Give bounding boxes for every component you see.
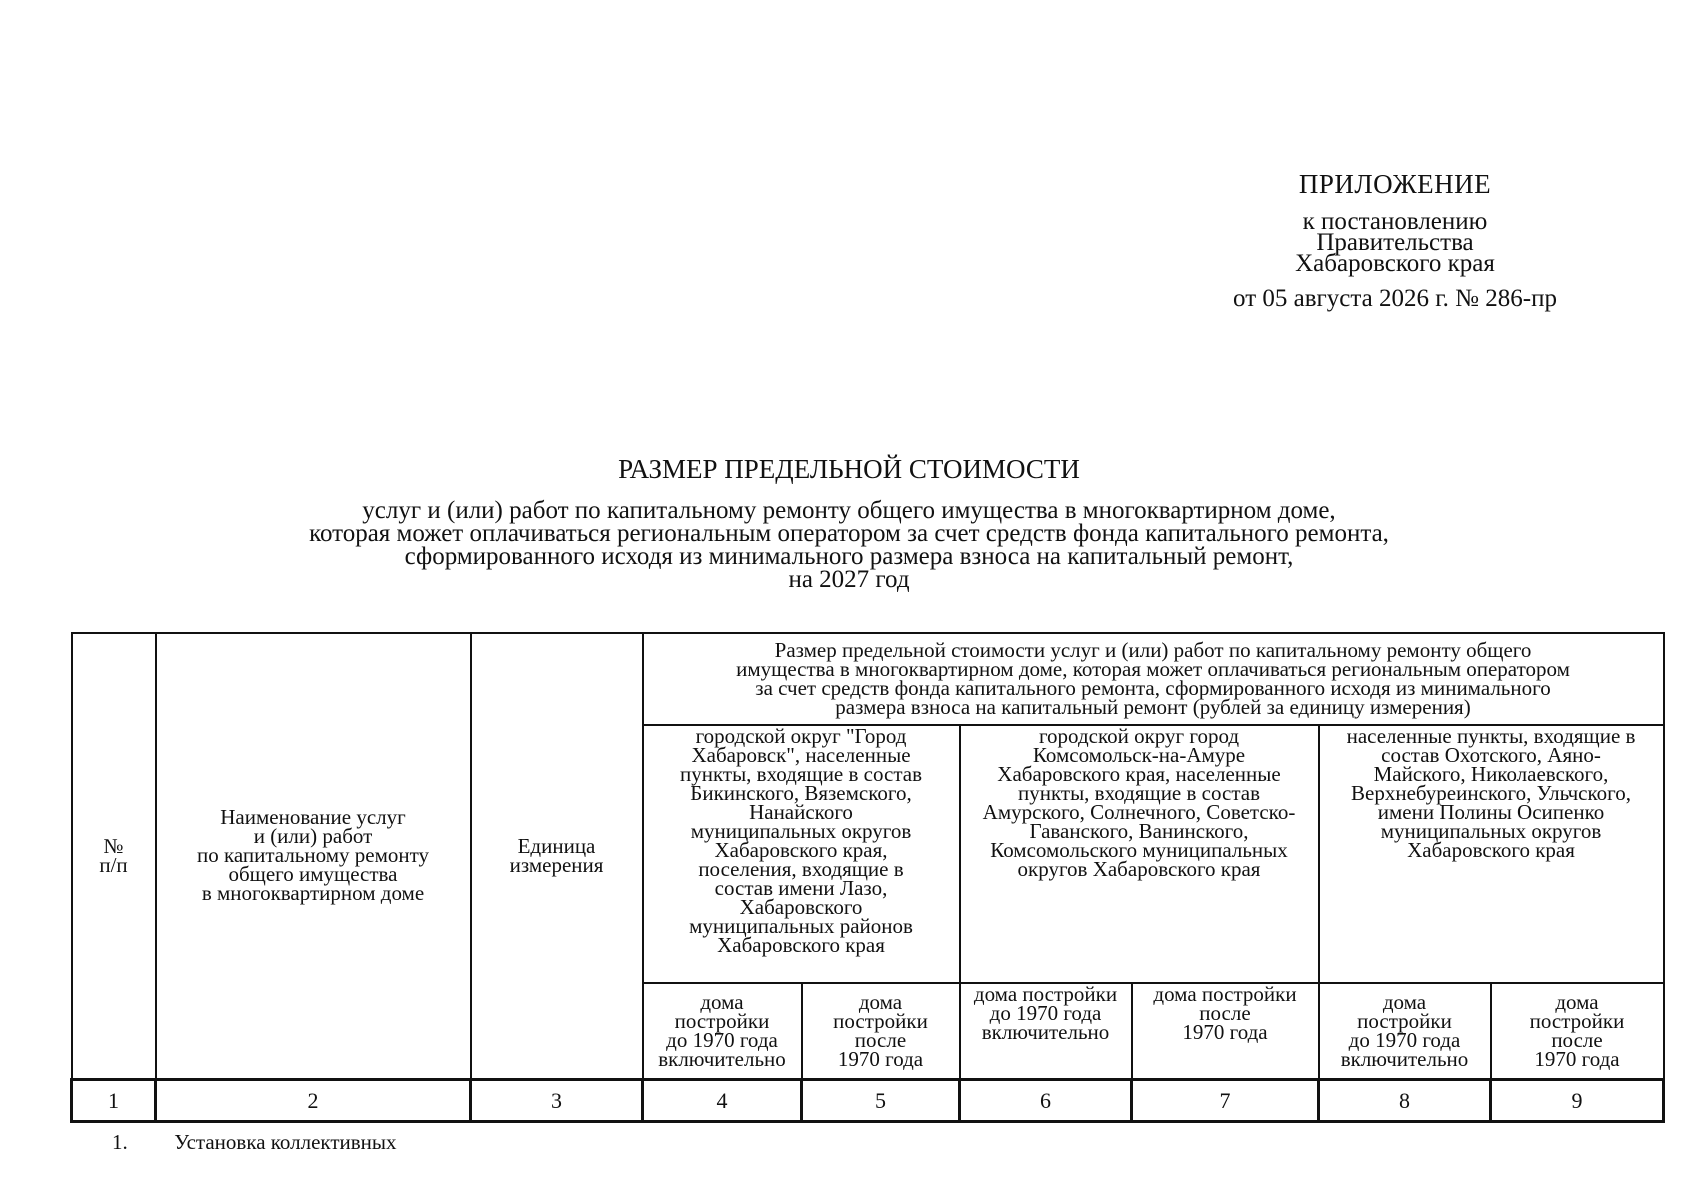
header-subcol-8 [1319, 983, 1491, 1079]
header-line: постройки [674, 1008, 770, 1033]
header-line: Хабаровского края, [714, 838, 888, 862]
header-line: дома постройки [973, 983, 1118, 1006]
header-line: по капитальному ремонту [196, 843, 429, 868]
document-subtitle [0, 499, 1698, 591]
header-region-khabarovsk [643, 725, 960, 983]
header-line: имени Полины Осипенко [1377, 800, 1605, 824]
header-line: Комсомольского муниципальных [990, 838, 1288, 862]
header-line: городской округ город [1038, 725, 1240, 748]
header-line: постройки [833, 1008, 928, 1033]
header-line: дома [700, 989, 744, 1014]
header-line: 1970 года [837, 1046, 924, 1071]
header-line: дома [858, 989, 903, 1014]
header-line: дома [1555, 989, 1599, 1014]
header-line: Нанайского [749, 800, 853, 824]
column-number: 8 [1319, 1079, 1491, 1121]
header-line: Хабаровского края [717, 933, 885, 957]
document-title: РАЗМЕР ПРЕДЕЛЬНОЙ СТОИМОСТИ [618, 454, 1080, 484]
header-line: поселения, входящие в [698, 857, 904, 881]
header-line: дома постройки [1153, 983, 1297, 1006]
header-service-name [156, 633, 471, 1079]
header-line: включительно [981, 1020, 1110, 1044]
header-line: постройки [1357, 1008, 1452, 1033]
header-subcol-6 [960, 983, 1132, 1079]
header-line: после [1551, 1027, 1603, 1052]
header-line: пункты, входящие в состав [1017, 781, 1261, 805]
header-line: Бикинского, Вяземского, [690, 781, 912, 805]
column-number: 5 [802, 1079, 960, 1121]
appendix-line: Правительства [1316, 229, 1474, 256]
header-line: № [103, 833, 124, 858]
header-line: после [854, 1027, 907, 1052]
header-line: Гаванского, Ванинского, [1029, 819, 1249, 843]
header-line: 1970 года [1182, 1020, 1268, 1044]
row-number: 1. [112, 1130, 128, 1154]
appendix-line: Хабаровского края [1295, 250, 1495, 277]
header-line: до 1970 года [989, 1001, 1102, 1025]
header-line: общего имущества [228, 862, 398, 887]
header-line: состав имени Лазо, [714, 876, 888, 900]
column-number: 2 [156, 1079, 471, 1121]
header-line: Наименование услуг [220, 805, 406, 830]
appendix-title: ПРИЛОЖЕНИЕ [1298, 169, 1492, 199]
appendix-date: от 05 августа 2026 г. № 286-пр [1233, 285, 1557, 312]
header-line: состав Охотского, Аяно- [1381, 743, 1601, 767]
header-line: Хабаровского края [1407, 838, 1575, 862]
header-line: Размер предельной стоимости услуг и (или) работ по капитальному ремонту общего [774, 638, 1532, 662]
header-subcol-9 [1491, 983, 1664, 1079]
header-line: постройки [1529, 1008, 1625, 1033]
header-line: Хабаровского [739, 895, 863, 919]
column-number: 4 [643, 1079, 802, 1121]
header-line: и (или) работ [253, 824, 373, 849]
header-line: Хабаровск", населенные [691, 743, 911, 767]
header-line: населенные пункты, входящие в [1346, 725, 1636, 748]
cost-table [70, 632, 1665, 1123]
header-line: дома [1382, 989, 1427, 1014]
column-number: 6 [960, 1079, 1132, 1121]
subtitle-line: услуг и (или) работ по капитальному ремонту общего имущества в многоквартирном доме, [362, 497, 1336, 524]
header-line: за счет средств фонда капитального ремонта, сформированного исходя из минимального [755, 676, 1551, 700]
header-region-komsomolsk [960, 725, 1319, 983]
header-line: имущества в многоквартирном доме, которая может оплачиваться региональным оператором [736, 657, 1570, 681]
header-subcol-7 [1132, 983, 1319, 1079]
subtitle-line: сформированного исходя из минимального размера взноса на капитальный ремонт, [404, 543, 1294, 570]
header-line: Единица [517, 833, 596, 858]
header-line: включительно [658, 1046, 786, 1071]
column-number: 3 [471, 1079, 643, 1121]
appendix-block [1190, 169, 1600, 312]
header-line: пункты, входящие в состав [679, 762, 923, 786]
column-number: 7 [1132, 1079, 1319, 1121]
header-line: Комсомольск-на-Амуре [1032, 743, 1246, 767]
header-line: Майского, Николаевского, [1373, 762, 1609, 786]
header-region-northern [1319, 725, 1664, 983]
row-service-name: Установка коллективных [174, 1130, 397, 1154]
header-line: после [1199, 1001, 1251, 1025]
header-line: муниципальных округов [1380, 819, 1602, 843]
header-line: Хабаровского края, населенные [997, 762, 1281, 786]
header-line: муниципальных районов [689, 914, 913, 938]
header-line: 1970 года [1534, 1046, 1620, 1071]
header-line: муниципальных округов [690, 819, 912, 843]
header-subcol-4 [643, 983, 802, 1079]
header-line: до 1970 года [1348, 1027, 1461, 1052]
appendix-line: к постановлению [1302, 208, 1488, 235]
header-unit [471, 633, 643, 1079]
header-line: включительно [1340, 1046, 1469, 1071]
header-line: размера взноса на капитальный ремонт (рублей за единицу измерения) [835, 695, 1471, 719]
header-line: городской округ "Город [695, 725, 907, 748]
subtitle-line: на 2027 год [788, 566, 910, 593]
header-line: Верхнебуреинского, Ульчского, [1351, 781, 1631, 805]
column-number: 1 [72, 1079, 156, 1121]
header-line: измерения [509, 852, 604, 877]
table-row [112, 1130, 397, 1155]
header-line: округов Хабаровского края [1017, 857, 1261, 881]
header-cost-group [643, 633, 1664, 725]
header-line: п/п [99, 852, 128, 877]
header-line: до 1970 года [666, 1027, 778, 1052]
subtitle-line: которая может оплачиваться региональным оператором за счет средств фонда капитального ремонта, [309, 520, 1389, 547]
header-line: в многоквартирном доме [201, 881, 425, 906]
column-number: 9 [1491, 1079, 1664, 1121]
header-number [72, 633, 156, 1079]
header-subcol-5 [802, 983, 960, 1079]
header-line: Амурского, Солнечного, Советско- [982, 800, 1296, 824]
